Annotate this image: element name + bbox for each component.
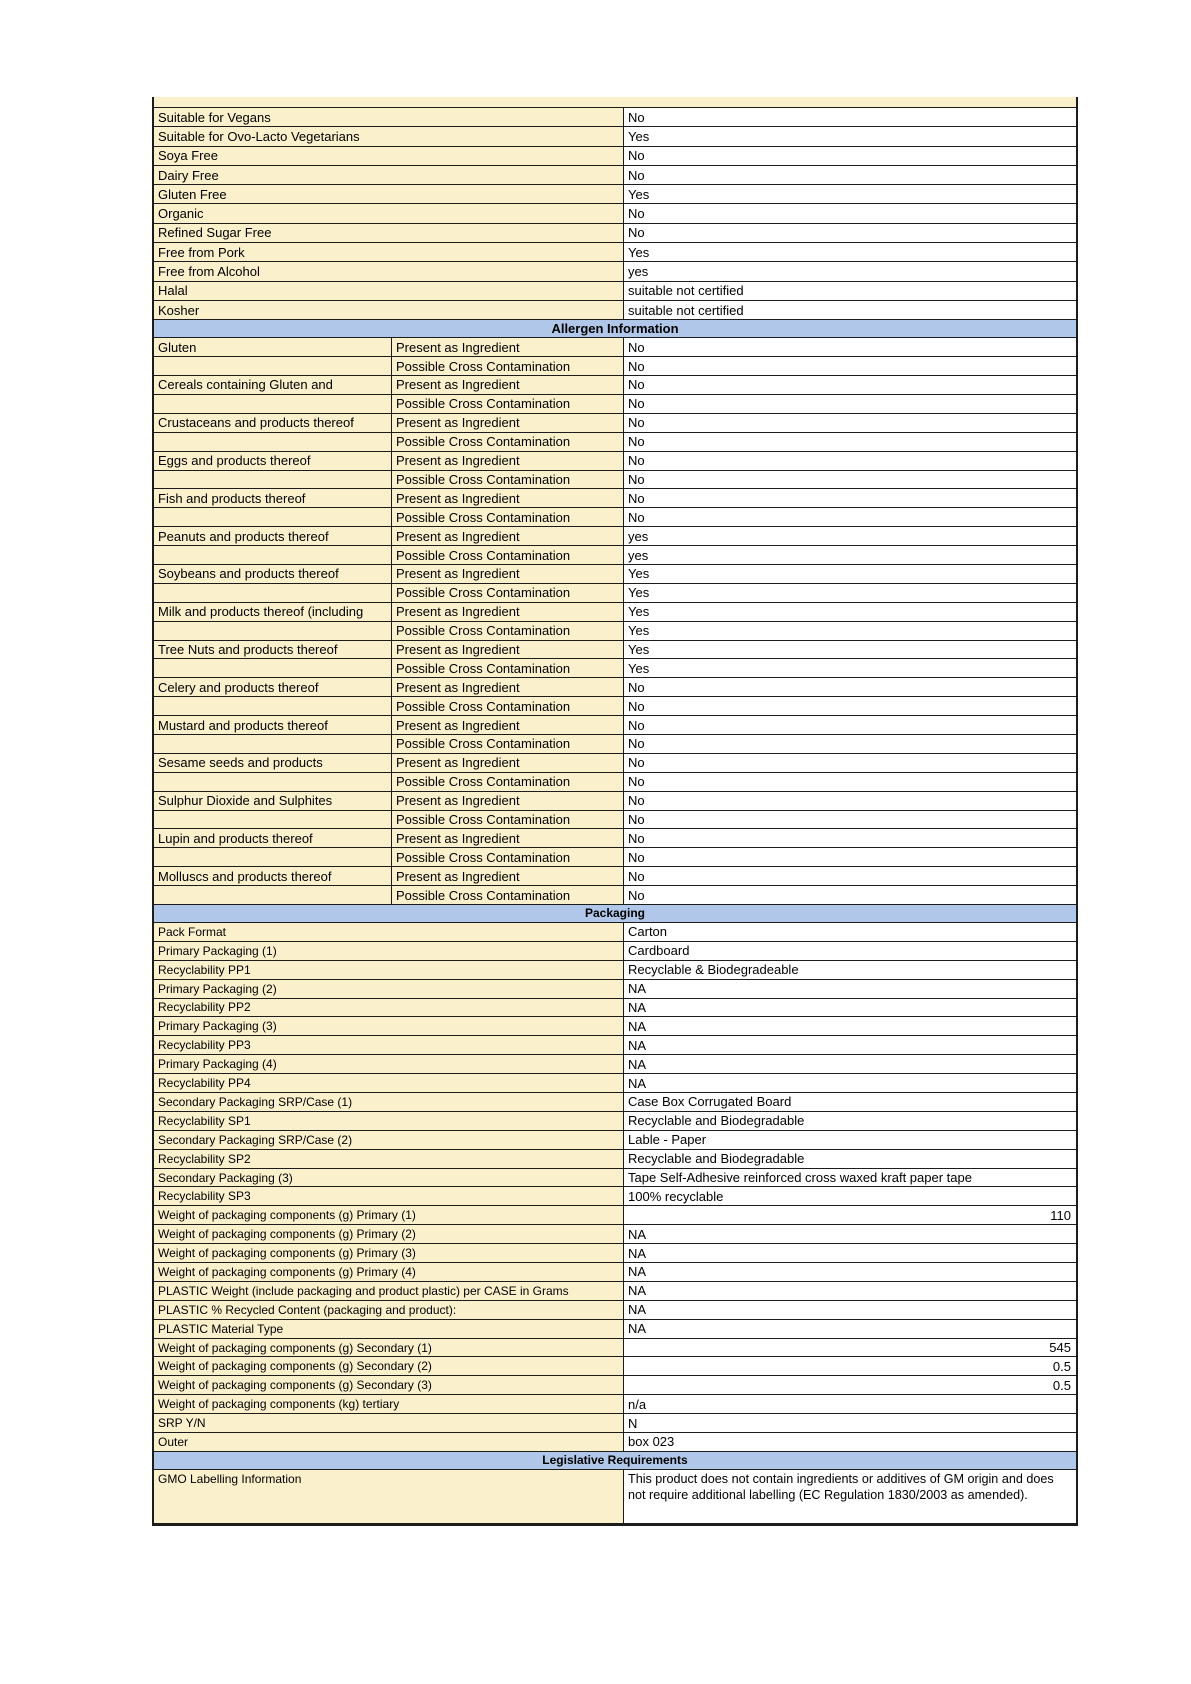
packaging-value: Recyclable & Biodegradeable [624, 961, 1076, 979]
legislative-section-title: Legislative Requirements [542, 1453, 688, 1468]
allergen-sub-label: Possible Cross Contamination [392, 848, 624, 866]
packaging-label: Weight of packaging components (g) Secondary (2) [154, 1357, 624, 1375]
allergen-row [154, 641, 1076, 660]
allergen-row [154, 792, 1076, 811]
table-row [154, 923, 1076, 942]
table-row [154, 1150, 1076, 1169]
table-row [154, 1357, 1076, 1376]
dietary-label: Suitable for Ovo-Lacto Vegetarians [154, 127, 624, 145]
allergen-value: yes [624, 546, 1076, 564]
table-row [154, 980, 1076, 999]
packaging-section [154, 923, 1076, 1452]
allergen-row [154, 622, 1076, 641]
allergen-row [154, 735, 1076, 754]
packaging-label: Outer [154, 1433, 624, 1451]
allergen-name [154, 471, 392, 489]
packaging-value: N [624, 1414, 1076, 1432]
allergen-name: Sesame seeds and products [154, 754, 392, 772]
packaging-section-header [154, 905, 1076, 923]
dietary-label: Refined Sugar Free [154, 224, 624, 242]
allergen-value: Yes [624, 659, 1076, 677]
allergen-value: Yes [624, 622, 1076, 640]
allergen-name: Sulphur Dioxide and Sulphites [154, 792, 392, 810]
table-row [154, 1225, 1076, 1244]
dietary-label: Free from Pork [154, 243, 624, 261]
allergen-value: No [624, 735, 1076, 753]
table-row [154, 1093, 1076, 1112]
table-row [154, 1112, 1076, 1131]
packaging-label: Primary Packaging (3) [154, 1017, 624, 1035]
allergen-sub-label: Possible Cross Contamination [392, 811, 624, 829]
allergen-section-header [154, 320, 1076, 338]
allergen-sub-label: Possible Cross Contamination [392, 622, 624, 640]
packaging-label: Weight of packaging components (g) Secondary (3) [154, 1376, 624, 1394]
table-row [154, 1320, 1076, 1339]
table-row [154, 1339, 1076, 1358]
allergen-sub-label: Present as Ingredient [392, 641, 624, 659]
allergen-value: No [624, 471, 1076, 489]
allergen-sub-label: Present as Ingredient [392, 829, 624, 847]
dietary-label: Kosher [154, 301, 624, 319]
allergen-value: No [624, 508, 1076, 526]
allergen-sub-label: Possible Cross Contamination [392, 471, 624, 489]
packaging-value: NA [624, 1074, 1076, 1092]
dietary-label: Free from Alcohol [154, 262, 624, 280]
packaging-label: Recyclability SP1 [154, 1112, 624, 1130]
packaging-value: NA [624, 1282, 1076, 1300]
allergen-sub-label: Possible Cross Contamination [392, 357, 624, 375]
table-row [154, 1395, 1076, 1414]
allergen-name: Mustard and products thereof [154, 716, 392, 734]
allergen-value: No [624, 338, 1076, 356]
allergen-value: No [624, 489, 1076, 507]
packaging-label: Primary Packaging (1) [154, 942, 624, 960]
allergen-name: Fish and products thereof [154, 489, 392, 507]
allergen-sub-label: Possible Cross Contamination [392, 773, 624, 791]
allergen-sub-label: Possible Cross Contamination [392, 735, 624, 753]
packaging-value: NA [624, 1244, 1076, 1262]
packaging-section-title: Packaging [584, 906, 646, 921]
packaging-label: Recyclability PP3 [154, 1036, 624, 1054]
table-row [154, 243, 1076, 262]
table-row [154, 301, 1076, 320]
table-row [154, 1301, 1076, 1320]
packaging-value: Case Box Corrugated Board [624, 1093, 1076, 1111]
dietary-value: Yes [624, 243, 1076, 261]
allergen-sub-label: Present as Ingredient [392, 867, 624, 885]
packaging-label: Weight of packaging components (g) Primary (4) [154, 1263, 624, 1281]
allergen-name [154, 584, 392, 602]
allergen-sub-label: Present as Ingredient [392, 452, 624, 470]
packaging-value: NA [624, 1017, 1076, 1035]
dietary-value: No [624, 224, 1076, 242]
allergen-value: No [624, 395, 1076, 413]
allergen-row [154, 697, 1076, 716]
dietary-suitability-section [154, 108, 1076, 320]
table-row [154, 204, 1076, 223]
packaging-value: 100% recyclable [624, 1187, 1076, 1205]
allergen-row [154, 754, 1076, 773]
allergen-name [154, 735, 392, 753]
cropped-row-sliver [154, 97, 1076, 108]
dietary-value: No [624, 108, 1076, 126]
table-row [154, 127, 1076, 146]
allergen-value: Yes [624, 603, 1076, 621]
allergen-sub-label: Possible Cross Contamination [392, 659, 624, 677]
allergen-name [154, 508, 392, 526]
allergen-row [154, 546, 1076, 565]
table-row [154, 961, 1076, 980]
packaging-label: Recyclability PP2 [154, 999, 624, 1017]
allergen-row [154, 414, 1076, 433]
allergen-information-section [154, 338, 1076, 905]
table-row [154, 147, 1076, 166]
packaging-label: SRP Y/N [154, 1414, 624, 1432]
allergen-name [154, 773, 392, 791]
allergen-row [154, 471, 1076, 490]
allergen-sub-label: Possible Cross Contamination [392, 433, 624, 451]
allergen-name: Celery and products thereof [154, 678, 392, 696]
allergen-value: No [624, 414, 1076, 432]
allergen-value: No [624, 697, 1076, 715]
allergen-sub-label: Present as Ingredient [392, 754, 624, 772]
packaging-value: Cardboard [624, 942, 1076, 960]
allergen-sub-label: Present as Ingredient [392, 716, 624, 734]
packaging-label: Recyclability SP3 [154, 1187, 624, 1205]
allergen-row [154, 603, 1076, 622]
allergen-row [154, 773, 1076, 792]
legislative-requirements-section [154, 1470, 1076, 1524]
dietary-value: suitable not certified [624, 282, 1076, 300]
allergen-value: No [624, 754, 1076, 772]
allergen-sub-label: Present as Ingredient [392, 565, 624, 583]
allergen-row [154, 489, 1076, 508]
table-row [154, 1470, 1076, 1524]
packaging-label: Recyclability SP2 [154, 1150, 624, 1168]
table-row [154, 942, 1076, 961]
gmo-label: GMO Labelling Information [154, 1470, 624, 1523]
packaging-value: 0.5 [624, 1357, 1076, 1375]
table-row [154, 1055, 1076, 1074]
packaging-label: Weight of packaging components (g) Primary (1) [154, 1206, 624, 1224]
table-row [154, 108, 1076, 127]
allergen-value: No [624, 773, 1076, 791]
packaging-label: Weight of packaging components (kg) tertiary [154, 1395, 624, 1413]
table-row [154, 1376, 1076, 1395]
packaging-value: 545 [624, 1339, 1076, 1357]
packaging-value: NA [624, 1263, 1076, 1281]
packaging-value: Lable - Paper [624, 1131, 1076, 1149]
allergen-row [154, 848, 1076, 867]
table-row [154, 1017, 1076, 1036]
table-row [154, 185, 1076, 204]
packaging-label: Recyclability PP1 [154, 961, 624, 979]
allergen-sub-label: Possible Cross Contamination [392, 584, 624, 602]
allergen-row [154, 829, 1076, 848]
table-row [154, 1282, 1076, 1301]
allergen-sub-label: Present as Ingredient [392, 376, 624, 394]
packaging-label: PLASTIC % Recycled Content (packaging and product): [154, 1301, 624, 1319]
dietary-value: Yes [624, 127, 1076, 145]
allergen-sub-label: Possible Cross Contamination [392, 508, 624, 526]
gmo-value: This product does not contain ingredients or additives of GM origin and does not require additional labelling (EC Regulation 1830/2003 as amended). [624, 1470, 1076, 1523]
packaging-value: 0.5 [624, 1376, 1076, 1394]
allergen-value: No [624, 811, 1076, 829]
allergen-name: Eggs and products thereof [154, 452, 392, 470]
allergen-name [154, 659, 392, 677]
table-row [154, 282, 1076, 301]
packaging-value: Carton [624, 923, 1076, 941]
table-row [154, 1169, 1076, 1188]
allergen-row [154, 508, 1076, 527]
allergen-row [154, 433, 1076, 452]
packaging-value: NA [624, 1320, 1076, 1338]
allergen-name [154, 622, 392, 640]
allergen-value: Yes [624, 641, 1076, 659]
packaging-value: NA [624, 980, 1076, 998]
dietary-label: Suitable for Vegans [154, 108, 624, 126]
allergen-row [154, 678, 1076, 697]
packaging-value: n/a [624, 1395, 1076, 1413]
allergen-sub-label: Possible Cross Contamination [392, 395, 624, 413]
allergen-value: No [624, 452, 1076, 470]
packaging-label: Primary Packaging (4) [154, 1055, 624, 1073]
allergen-row [154, 867, 1076, 886]
packaging-label: Pack Format [154, 923, 624, 941]
packaging-value: Tape Self-Adhesive reinforced cross waxed kraft paper tape [624, 1169, 1076, 1187]
allergen-value: No [624, 357, 1076, 375]
allergen-row [154, 338, 1076, 357]
allergen-sub-label: Present as Ingredient [392, 527, 624, 545]
allergen-value: No [624, 376, 1076, 394]
allergen-row [154, 886, 1076, 905]
allergen-value: No [624, 867, 1076, 885]
packaging-label: Recyclability PP4 [154, 1074, 624, 1092]
allergen-value: No [624, 792, 1076, 810]
legislative-section-header [154, 1452, 1076, 1470]
table-row [154, 1414, 1076, 1433]
table-row [154, 1244, 1076, 1263]
allergen-row [154, 659, 1076, 678]
allergen-name: Cereals containing Gluten and [154, 376, 392, 394]
packaging-value: NA [624, 1055, 1076, 1073]
allergen-name: Molluscs and products thereof [154, 867, 392, 885]
allergen-name [154, 395, 392, 413]
allergen-name [154, 546, 392, 564]
allergen-row [154, 527, 1076, 546]
allergen-value: No [624, 848, 1076, 866]
dietary-label: Halal [154, 282, 624, 300]
allergen-row [154, 811, 1076, 830]
allergen-sub-label: Present as Ingredient [392, 792, 624, 810]
allergen-name: Milk and products thereof (including [154, 603, 392, 621]
allergen-name: Crustaceans and products thereof [154, 414, 392, 432]
packaging-label: Weight of packaging components (g) Primary (3) [154, 1244, 624, 1262]
allergen-value: Yes [624, 584, 1076, 602]
packaging-value: box 023 [624, 1433, 1076, 1451]
allergen-name [154, 697, 392, 715]
packaging-value: NA [624, 1225, 1076, 1243]
allergen-row [154, 716, 1076, 735]
table-row [154, 1036, 1076, 1055]
allergen-value: No [624, 716, 1076, 734]
allergen-name [154, 848, 392, 866]
allergen-row [154, 452, 1076, 471]
dietary-value: Yes [624, 185, 1076, 203]
table-row [154, 1263, 1076, 1282]
allergen-row [154, 395, 1076, 414]
packaging-label: Weight of packaging components (g) Secondary (1) [154, 1339, 624, 1357]
dietary-value: suitable not certified [624, 301, 1076, 319]
dietary-value: No [624, 147, 1076, 165]
allergen-sub-label: Present as Ingredient [392, 338, 624, 356]
allergen-sub-label: Possible Cross Contamination [392, 886, 624, 904]
allergen-row [154, 357, 1076, 376]
allergen-value: No [624, 886, 1076, 904]
allergen-value: No [624, 678, 1076, 696]
allergen-name [154, 433, 392, 451]
packaging-value: NA [624, 999, 1076, 1017]
allergen-value: Yes [624, 565, 1076, 583]
allergen-name: Lupin and products thereof [154, 829, 392, 847]
allergen-name: Peanuts and products thereof [154, 527, 392, 545]
packaging-label: Secondary Packaging SRP/Case (1) [154, 1093, 624, 1111]
table-row [154, 262, 1076, 281]
allergen-name: Gluten [154, 338, 392, 356]
allergen-name [154, 886, 392, 904]
allergen-name: Tree Nuts and products thereof [154, 641, 392, 659]
packaging-label: Primary Packaging (2) [154, 980, 624, 998]
packaging-label: PLASTIC Weight (include packaging and product plastic) per CASE in Grams [154, 1282, 624, 1300]
allergen-row [154, 584, 1076, 603]
dietary-label: Organic [154, 204, 624, 222]
allergen-value: No [624, 433, 1076, 451]
allergen-value: No [624, 829, 1076, 847]
table-row [154, 999, 1076, 1018]
table-row [154, 224, 1076, 243]
packaging-value: NA [624, 1301, 1076, 1319]
dietary-label: Soya Free [154, 147, 624, 165]
packaging-label: Secondary Packaging (3) [154, 1169, 624, 1187]
packaging-label: PLASTIC Material Type [154, 1320, 624, 1338]
table-row [154, 1074, 1076, 1093]
allergen-row [154, 565, 1076, 584]
allergen-sub-label: Possible Cross Contamination [392, 697, 624, 715]
allergen-name [154, 811, 392, 829]
packaging-label: Secondary Packaging SRP/Case (2) [154, 1131, 624, 1149]
packaging-value: Recyclable and Biodegradable [624, 1112, 1076, 1130]
table-row [154, 1433, 1076, 1452]
dietary-value: yes [624, 262, 1076, 280]
dietary-label: Gluten Free [154, 185, 624, 203]
dietary-label: Dairy Free [154, 166, 624, 184]
allergen-section-title: Allergen Information [551, 321, 679, 337]
allergen-name: Soybeans and products thereof [154, 565, 392, 583]
allergen-sub-label: Present as Ingredient [392, 603, 624, 621]
table-row [154, 166, 1076, 185]
packaging-value: Recyclable and Biodegradable [624, 1150, 1076, 1168]
table-row [154, 1131, 1076, 1150]
allergen-row [154, 376, 1076, 395]
allergen-value: yes [624, 527, 1076, 545]
packaging-label: Weight of packaging components (g) Primary (2) [154, 1225, 624, 1243]
table-row [154, 1187, 1076, 1206]
allergen-sub-label: Possible Cross Contamination [392, 546, 624, 564]
dietary-value: No [624, 204, 1076, 222]
allergen-sub-label: Present as Ingredient [392, 414, 624, 432]
packaging-value: 110 [624, 1206, 1076, 1224]
table-row [154, 1206, 1076, 1225]
allergen-name [154, 357, 392, 375]
product-spec-sheet [152, 97, 1078, 1526]
packaging-value: NA [624, 1036, 1076, 1054]
allergen-sub-label: Present as Ingredient [392, 678, 624, 696]
dietary-value: No [624, 166, 1076, 184]
allergen-sub-label: Present as Ingredient [392, 489, 624, 507]
